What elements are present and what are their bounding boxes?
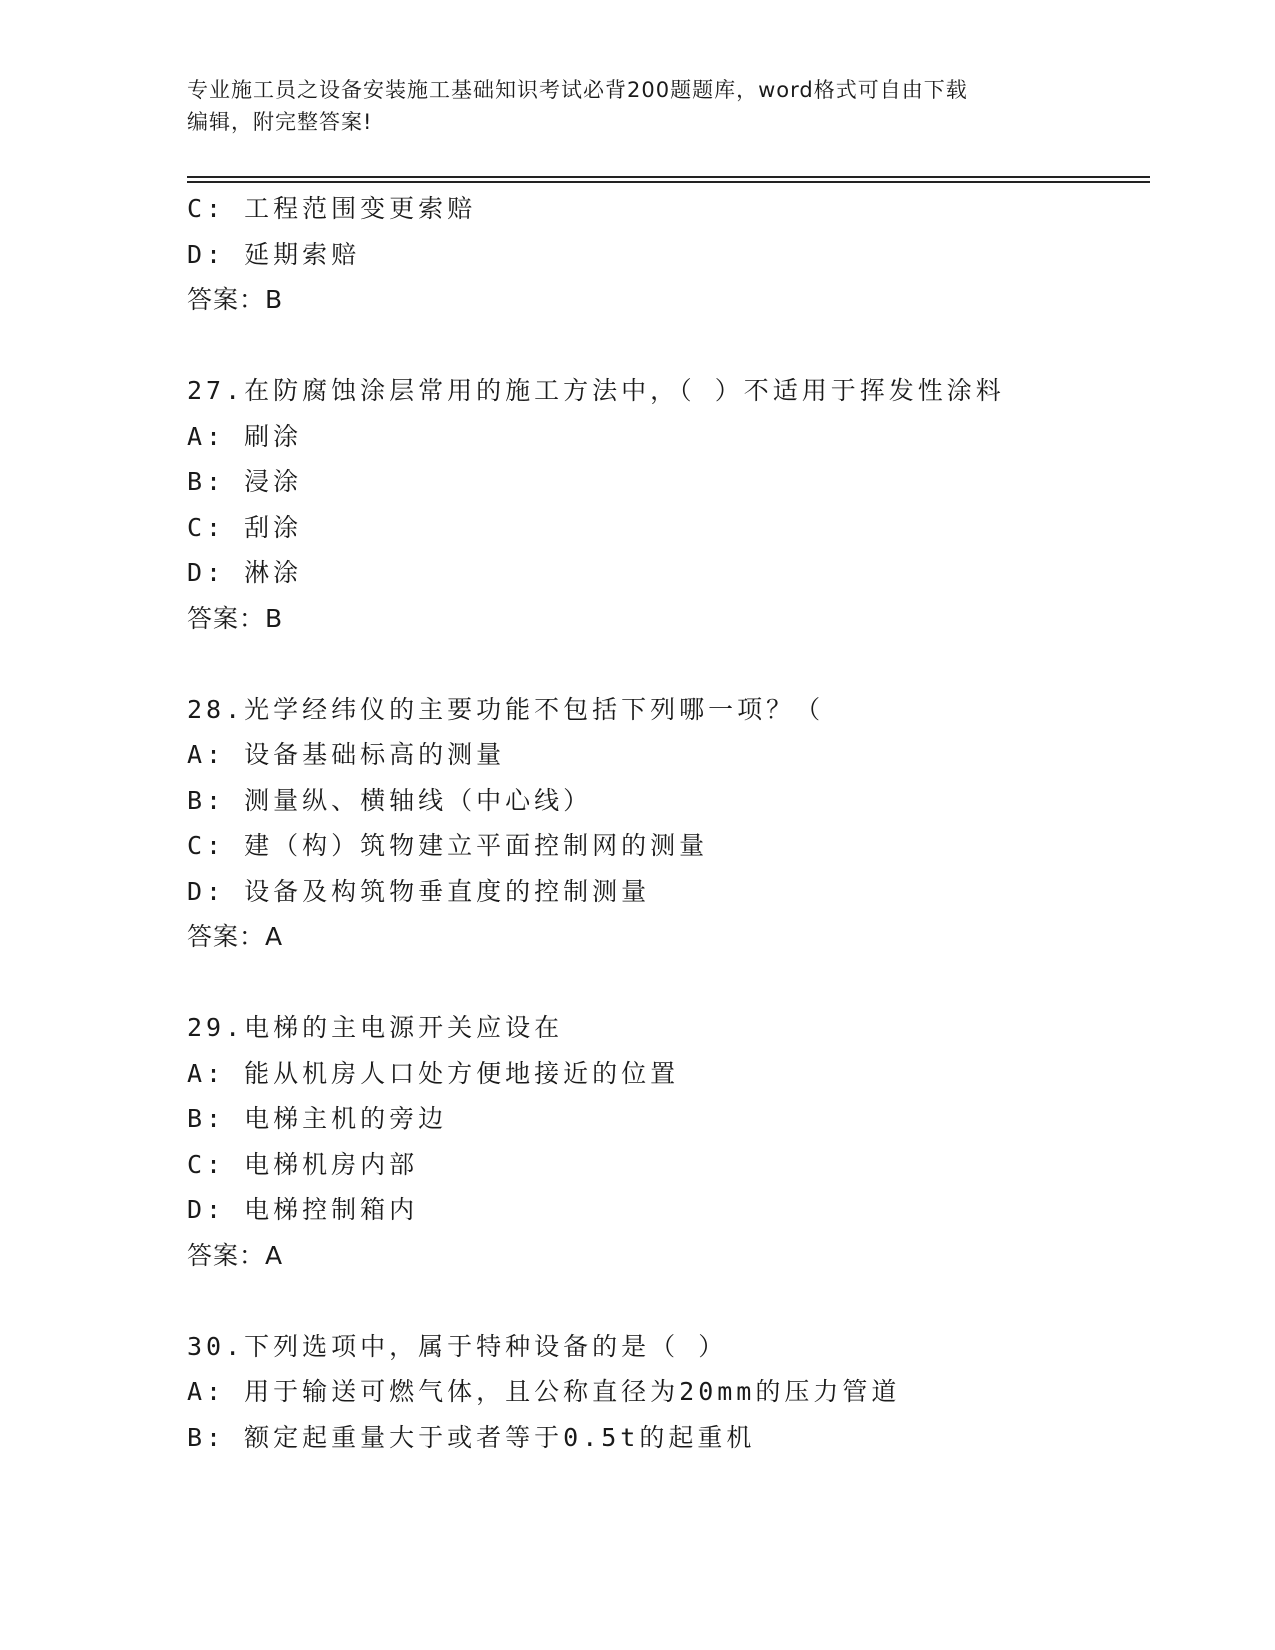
answer: 答案：A bbox=[187, 922, 284, 951]
question-29 bbox=[187, 1005, 1147, 1278]
question-27 bbox=[187, 368, 1147, 641]
option-a: A: 刷涂 bbox=[187, 421, 303, 451]
answer: 答案：A bbox=[187, 1240, 284, 1270]
question-text: 30.下列选项中，属于特种设备的是（ ） bbox=[187, 1331, 728, 1361]
answer: 答案：B bbox=[187, 285, 284, 314]
option-c: C: 刮涂 bbox=[187, 512, 303, 542]
question-text: 27.在防腐蚀涂层常用的施工方法中，（ ）不适用于挥发性涂料 bbox=[187, 376, 1005, 405]
header-divider-bottom bbox=[187, 181, 1150, 183]
option-d: D: 设备及构筑物垂直度的控制测量 bbox=[187, 876, 651, 906]
option-a: A: 能从机房人口处方便地接近的位置 bbox=[187, 1058, 680, 1088]
option-b: B: 额定起重量大于或者等于0.5t的起重机 bbox=[187, 1422, 756, 1452]
option-b: B: 电梯主机的旁边 bbox=[187, 1104, 448, 1133]
spacer bbox=[187, 641, 1147, 687]
option-a: A: 设备基础标高的测量 bbox=[187, 740, 506, 769]
spacer bbox=[187, 323, 1147, 369]
option-b: B: 浸涂 bbox=[187, 467, 303, 496]
question-text: 28.光学经纬仪的主要功能不包括下列哪一项？（ bbox=[187, 694, 825, 724]
option-d: D: 淋涂 bbox=[187, 558, 303, 587]
question-28 bbox=[187, 687, 1147, 960]
document-header bbox=[187, 74, 1087, 138]
question-26-continued bbox=[187, 186, 1147, 323]
option-c: C: 建（构）筑物建立平面控制网的测量 bbox=[187, 831, 709, 860]
header-line-2: 编辑，附完整答案! bbox=[187, 110, 373, 134]
answer: 答案：B bbox=[187, 603, 284, 633]
question-30 bbox=[187, 1324, 1147, 1461]
header-divider-top bbox=[187, 176, 1150, 178]
question-text: 29.电梯的主电源开关应设在 bbox=[187, 1013, 564, 1042]
option-b: B: 测量纵、横轴线（中心线） bbox=[187, 785, 593, 815]
question-list bbox=[187, 186, 1147, 1460]
option-a: A: 用于输送可燃气体，且公称直径为20mm的压力管道 bbox=[187, 1377, 901, 1406]
spacer bbox=[187, 960, 1147, 1006]
header-line-1: 专业施工员之设备安装施工基础知识考试必背200题题库，word格式可自由下载 bbox=[187, 78, 968, 102]
option-d: D: 延期索赔 bbox=[187, 239, 361, 269]
spacer bbox=[187, 1278, 1147, 1324]
option-c: C: 工程范围变更索赔 bbox=[187, 194, 477, 223]
option-d: D: 电梯控制箱内 bbox=[187, 1195, 419, 1224]
option-c: C: 电梯机房内部 bbox=[187, 1149, 419, 1179]
